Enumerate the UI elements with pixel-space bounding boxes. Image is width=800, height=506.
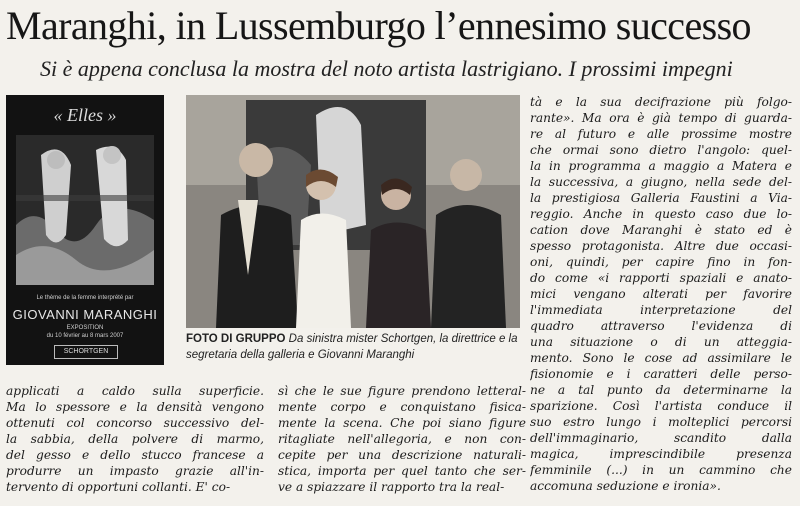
text-line: la sabbia, della polvere di marmo, xyxy=(6,432,264,446)
text-line: produrre un impasto grazie all'in- xyxy=(6,464,264,478)
text-line: magica, imprescindibile presenza xyxy=(530,447,792,461)
caption-text: Da sinistra mister Schortgen, la direttrice e la segretaria della galleria e Giovanni Maranghi xyxy=(186,333,518,361)
exhibition-poster xyxy=(6,95,164,365)
text-line: reggio. Anche in questo caso due lo- xyxy=(530,207,792,221)
text-line: dell'immaginario, scandito dalla xyxy=(530,431,792,445)
text-line: sparizione. Così l'artista conduce il xyxy=(530,399,792,413)
text-line: applicati a caldo sulla superficie. xyxy=(6,384,264,398)
text-line: mici vengano alterati per favorire xyxy=(530,287,792,301)
poster-tagline: Le thème de la femme interprété par xyxy=(36,295,134,301)
text-line: una situazione o di un atteggia- xyxy=(530,335,792,349)
text-line: ottenuti col concorso successivo del- xyxy=(6,416,264,430)
text-line: del gesso e dello stucco francese a xyxy=(6,448,264,462)
text-line: sì che le sue figure prendono letteral- xyxy=(278,384,526,398)
text-line: stica, importa per quel tanto che ser- xyxy=(278,464,526,478)
text-line: suo estro lungo i molteplici percorsi xyxy=(530,415,792,429)
poster-gallery-name: SCHORTGEN xyxy=(54,345,118,359)
text-line: tà e la sua decifrazione più folgo- xyxy=(530,95,792,109)
text-line: quadro attraverso l'evidenza di xyxy=(530,319,792,333)
headline: Maranghi, in Lussemburgo l’ennesimo successo xyxy=(6,3,751,48)
text-line: fisionomie e i caratteri delle perso- xyxy=(530,367,792,381)
text-line: re al futuro e alle prossime mostre xyxy=(530,127,792,141)
text-line: rante». Ma ora è già tempo di guarda- xyxy=(530,111,792,125)
poster-artist-name: GIOVANNI MARANGHI xyxy=(12,307,158,322)
text-line: la successiva, a giugno, nella sede del- xyxy=(530,175,792,189)
text-line: cation dove Maranghi è stato ed è xyxy=(530,223,792,237)
right-column-upper xyxy=(530,94,792,494)
text-line: l'immediata interpretazione del xyxy=(530,303,792,317)
text-line: accomuna seduzione e ironia». xyxy=(530,479,721,493)
text-line: spesso protagonista. Altre due occasi- xyxy=(530,239,792,253)
text-line: ne a tal punto da determinarne la xyxy=(530,383,792,397)
text-line: che ormai sono dietro l'angolo: quel- xyxy=(530,143,792,157)
group-photo xyxy=(186,95,520,328)
text-line: mente la scena. Che poi siano figure xyxy=(278,416,526,430)
text-line: femminile (...) in un cammino che xyxy=(530,463,792,477)
text-line: cepite per una descrizione naturali- xyxy=(278,448,526,462)
caption-label: FOTO DI GRUPPO xyxy=(186,333,286,345)
photo-caption xyxy=(186,331,520,363)
article-column-1 xyxy=(6,383,264,495)
text-line: tervento di opportuni collanti. E' co- xyxy=(6,480,231,494)
text-line: ritagliate nell'allegoria, e non con- xyxy=(278,432,526,446)
text-line: Ma lo spessore e la densità vengono xyxy=(6,400,264,414)
subheadline: Si è appena conclusa la mostra del noto artista lastrigiano. I prossimi impegni xyxy=(40,56,733,81)
poster-artwork xyxy=(16,135,154,285)
article-column-2 xyxy=(278,383,526,495)
text-line: ve a spiazzare il rapporto tra la real- xyxy=(278,480,505,494)
text-line: oni, quindi, per capire fino in fon- xyxy=(530,255,792,269)
text-line: la prestigiosa Galleria Faustini a Via- xyxy=(530,191,792,205)
poster-exposition: EXPOSITION xyxy=(66,325,104,331)
poster-dates: du 10 février au 8 mars 2007 xyxy=(46,333,124,339)
text-line: la in programma a maggio a Matera e xyxy=(530,159,792,173)
text-line: mente corpo e conquistano fisica- xyxy=(278,400,526,414)
text-line: do come «i rapporti spaziali e anato- xyxy=(530,271,792,285)
poster-title: « Elles » xyxy=(53,105,117,125)
text-line: mento. Sono le cose ad assimilare le xyxy=(530,351,792,365)
